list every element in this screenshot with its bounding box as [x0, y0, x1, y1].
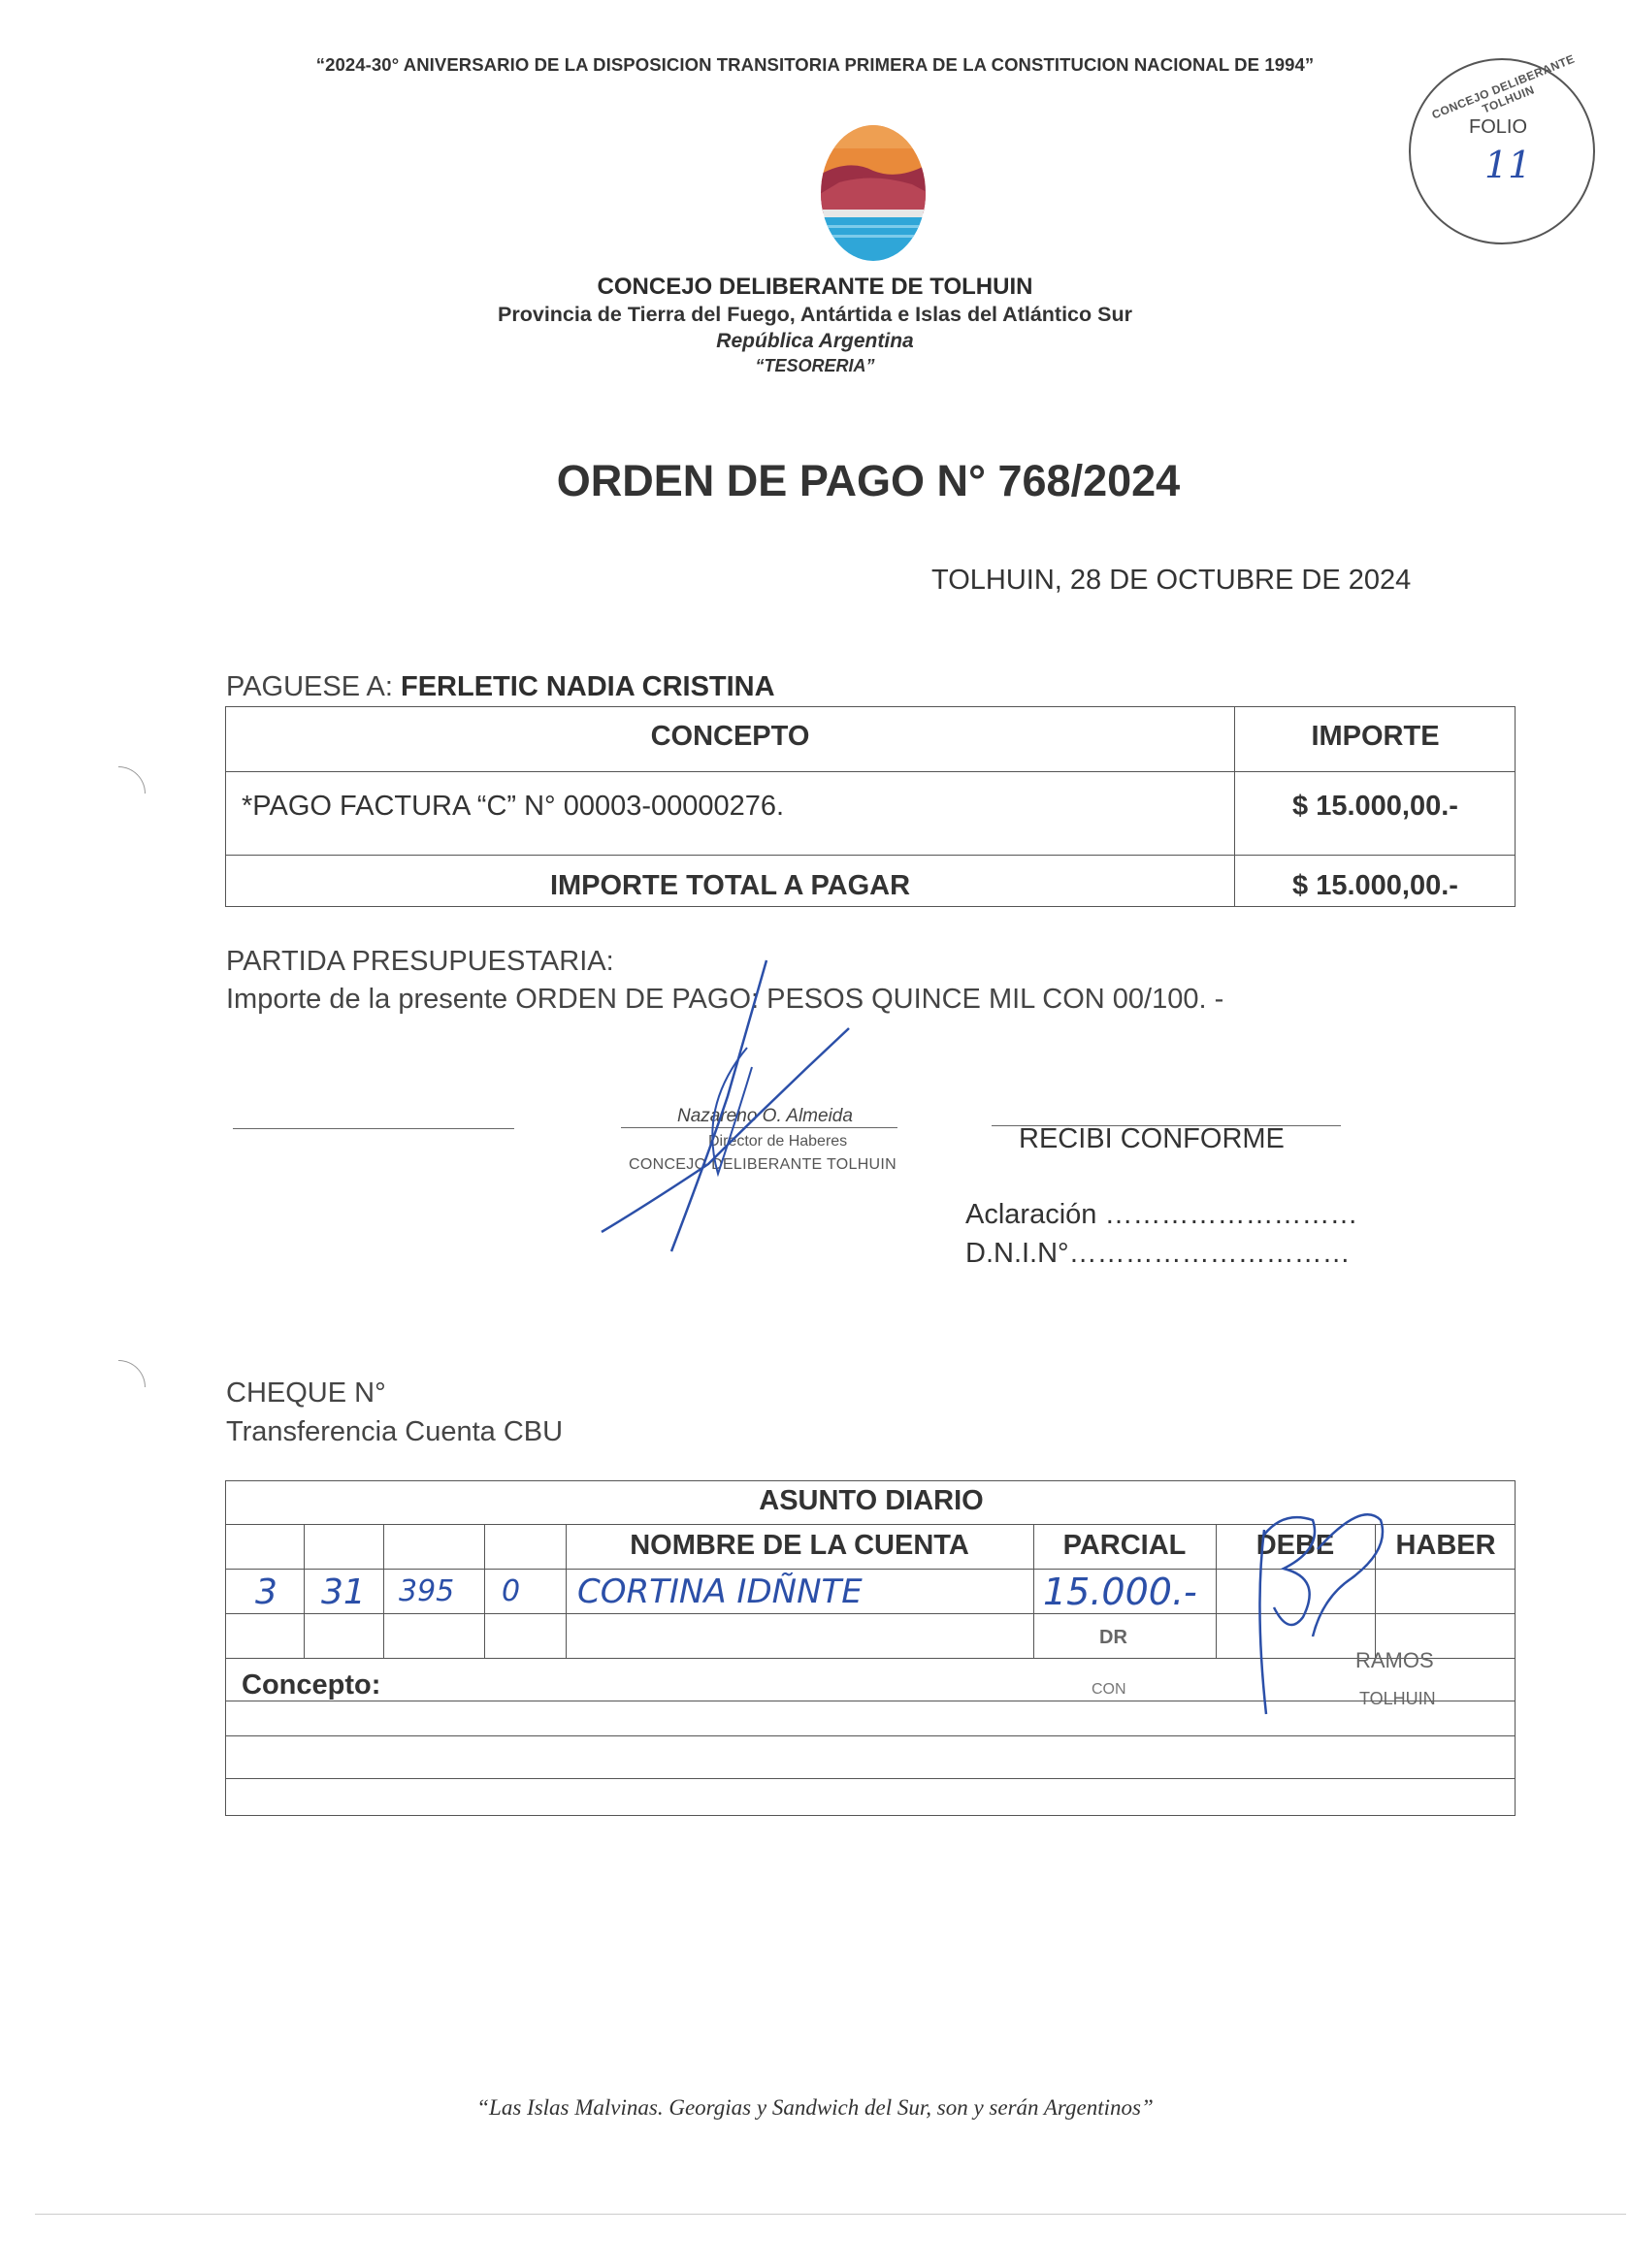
- total-amount: $ 15.000,00.-: [1292, 870, 1458, 901]
- stamp-text: CON: [1092, 1681, 1126, 1698]
- total-label: IMPORTE TOTAL A PAGAR: [549, 870, 911, 901]
- signer-role: Director de Haberes: [708, 1133, 848, 1150]
- concept-label: Concepto:: [242, 1669, 381, 1701]
- stamp-folio-number: 11: [1484, 144, 1532, 186]
- dni-field: D.N.I.N°…………………………: [965, 1238, 1351, 1269]
- folio-stamp: [1409, 51, 1595, 244]
- parcial-cell: 15.000.-: [1043, 1571, 1197, 1613]
- col-header-concepto: CONCEPTO: [650, 721, 810, 752]
- handwritten-signature: [582, 951, 873, 1261]
- amount-in-words: Importe de la presente ORDEN DE PAGO: PESOS QUINCE MIL CON 00/100. -: [226, 984, 1224, 1015]
- footer-motto: “Las Islas Malvinas. Georgias y Sandwich del Sur, son y serán Argentinos”: [476, 2095, 1154, 2120]
- council-logo: [820, 124, 927, 262]
- punch-hole-mark: [118, 766, 146, 794]
- transfer-label: Transferencia Cuenta CBU: [226, 1416, 564, 1447]
- col-header-haber: HABER: [1395, 1530, 1496, 1561]
- handwritten-initials: [1225, 1491, 1439, 1743]
- code-cell: 3: [255, 1572, 277, 1612]
- aclaracion-field: Aclaración ………………………: [965, 1199, 1358, 1230]
- payee-label: PAGUESE A:: [226, 671, 393, 702]
- punch-hole-mark: [118, 1360, 146, 1387]
- signer-org: CONCEJO DELIBERANTE TOLHUIN: [629, 1156, 897, 1173]
- item-amount: $ 15.000,00.-: [1292, 791, 1458, 822]
- payee-line: [226, 671, 775, 703]
- stamp-text: RAMOS: [1355, 1648, 1434, 1672]
- col-header-debe: DEBE: [1255, 1530, 1335, 1561]
- journal-table: [225, 1480, 1516, 1816]
- received-conforme: RECIBI CONFORME: [1019, 1123, 1285, 1154]
- signature-line-left: [233, 1128, 514, 1129]
- col-header-account: NOMBRE DE LA CUENTA: [630, 1530, 969, 1561]
- org-name: CONCEJO DELIBERANTE DE TOLHUIN: [597, 274, 1033, 300]
- stamp-org-text: CONCEJO DELIBERANTE TOLHUIN: [1429, 51, 1578, 122]
- journal-title: ASUNTO DIARIO: [759, 1485, 984, 1516]
- document-date: TOLHUIN, 28 DE OCTUBRE DE 2024: [931, 565, 1412, 596]
- document-title: ORDEN DE PAGO N° 768/2024: [556, 456, 1181, 505]
- payment-method: [226, 1374, 563, 1451]
- code-cell: 395: [399, 1574, 455, 1608]
- stamp-text: DR: [1099, 1627, 1127, 1648]
- stamp-text: TOLHUIN: [1359, 1689, 1436, 1708]
- code-cell: 0: [502, 1574, 521, 1608]
- org-department: “TESORERIA”: [755, 356, 875, 375]
- signer-name: Nazareno O. Almeida: [677, 1106, 853, 1126]
- payee-name: FERLETIC NADIA CRISTINA: [400, 671, 775, 702]
- org-country: República Argentina: [716, 330, 914, 352]
- code-cell: 31: [321, 1572, 366, 1612]
- col-header-parcial: PARCIAL: [1062, 1530, 1187, 1561]
- partida-label: PARTIDA PRESUPUESTARIA:: [226, 946, 614, 977]
- stamp-folio-label: FOLIO: [1469, 116, 1528, 138]
- payment-table: [225, 706, 1516, 907]
- col-header-importe: IMPORTE: [1311, 721, 1440, 752]
- page-edge: [35, 2214, 1626, 2215]
- receipt-fields: [965, 1195, 1357, 1273]
- item-concept: *PAGO FACTURA “C” N° 00003-00000276.: [242, 791, 785, 822]
- org-province: Provincia de Tierra del Fuego, Antártida e Islas del Atlántico Sur: [498, 303, 1132, 326]
- cheque-label: CHEQUE N°: [226, 1377, 386, 1409]
- anniversary-header: “2024-30° ANIVERSARIO DE LA DISPOSICION TRANSITORIA PRIMERA DE LA CONSTITUCION NACIONAL DE 1994”: [315, 54, 1315, 75]
- account-name-cell: CORTINA IDÑNTE: [577, 1572, 863, 1611]
